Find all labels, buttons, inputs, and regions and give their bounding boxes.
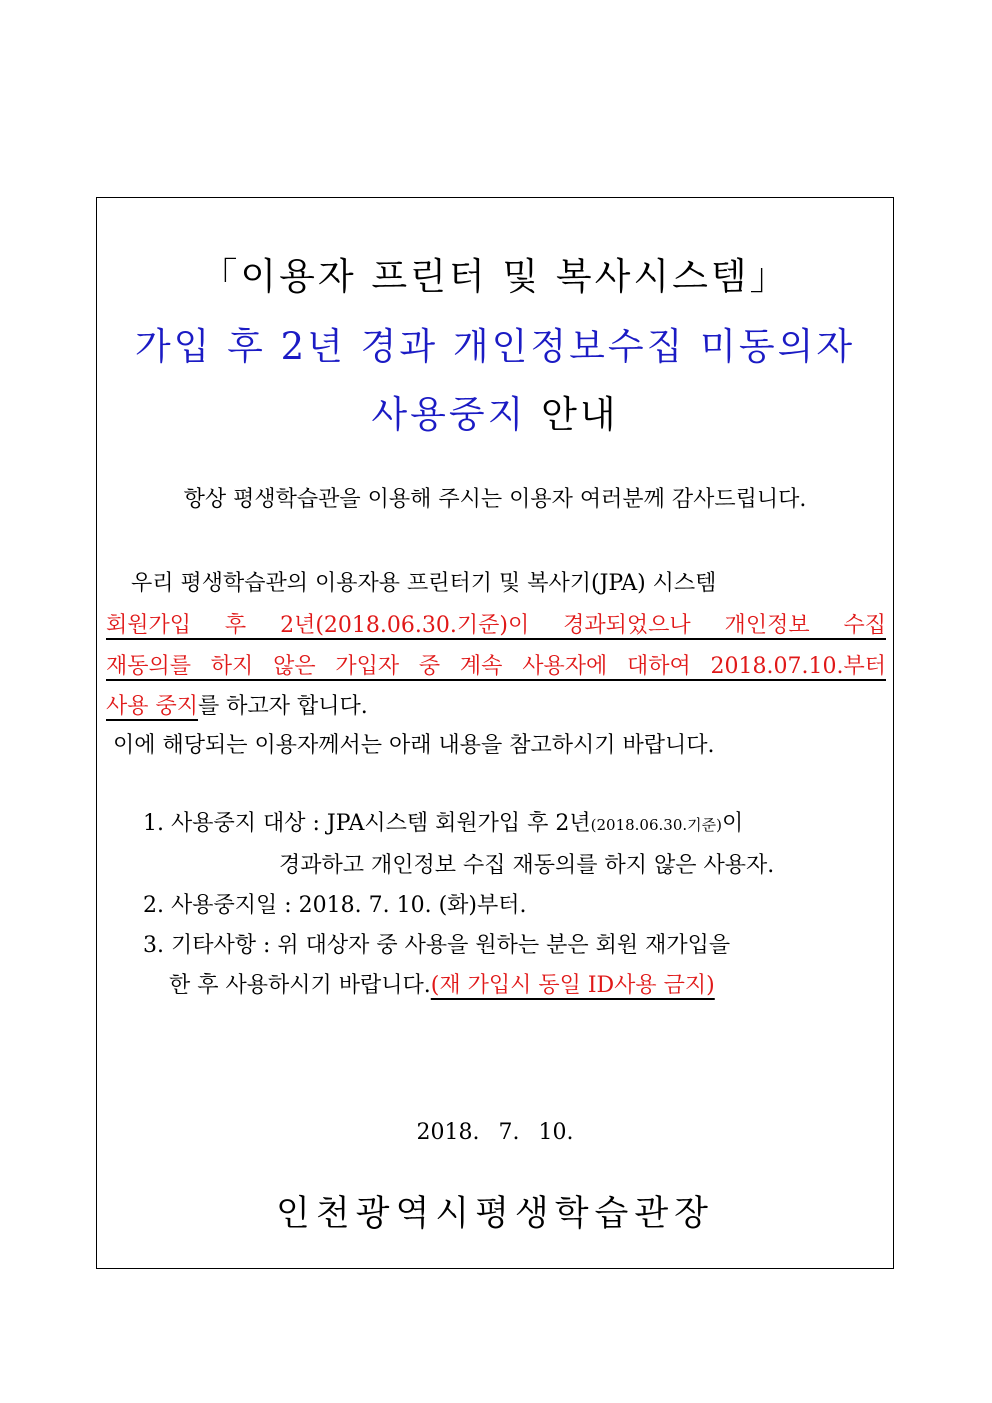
item-2: 2. 사용중지일 : 2018. 7. 10. (화)부터. xyxy=(143,893,527,918)
paragraph-intro: 우리 평생학습관의 이용자용 프린터기 및 복사기(JPA) 시스템 xyxy=(131,571,717,596)
item-3-continuation-line xyxy=(169,968,715,999)
notice-title-suspension: 사용중지 xyxy=(371,393,527,436)
issuing-organization: 인천광역시평생학습관장 xyxy=(276,1194,714,1234)
notice-title-line3 xyxy=(97,384,893,438)
item-1-continuation: 경과하고 개인정보 수집 재동의를 하지 않은 사용자. xyxy=(279,853,775,878)
paragraph-red-line1: 회원가입 후 2년(2018.06.30.기준)이 경과되었으나 개인정보 수집 xyxy=(106,613,886,638)
item-1-tail: 이 xyxy=(721,811,744,836)
notice-frame xyxy=(96,197,894,1269)
paragraph-red-line2: 재동의를 하지 않은 가입자 중 계속 사용자에 대하여 2018.07.10.부터 xyxy=(106,654,886,679)
item-1-basis-date: (2018.06.30.기준) xyxy=(590,816,722,834)
item-1-label: 1. 사용중지 대상 : JPA시스템 회원가입 후 2년 xyxy=(143,811,591,836)
item-3: 3. 기타사항 : 위 대상자 중 사용을 원하는 분은 회원 재가입을 xyxy=(143,933,731,958)
notice-title-line1: 「이용자 프린터 및 복사시스템」 xyxy=(200,255,790,298)
paragraph-line3 xyxy=(106,689,368,720)
greeting-text: 항상 평생학습관을 이용해 주시는 이용자 여러분께 감사드립니다. xyxy=(183,487,807,512)
paragraph-line3-suffix: 를 하고자 합니다. xyxy=(198,694,368,719)
notice-date: 2018. 7. 10. xyxy=(416,1120,574,1145)
item-1 xyxy=(143,806,743,837)
notice-title-guide: 안내 xyxy=(526,393,619,436)
notice-title-line2: 가입 후 2년 경과 개인정보수집 미동의자 xyxy=(134,325,856,368)
item-3-continuation: 한 후 사용하시기 바랍니다. xyxy=(169,973,431,998)
item-3-red-note: (재 가입시 동일 ID사용 금지) xyxy=(430,973,715,998)
suspension-highlight: 사용 중지 xyxy=(106,694,199,719)
paragraph-closing: 이에 해당되는 이용자께서는 아래 내용을 참고하시기 바랍니다. xyxy=(113,733,715,758)
